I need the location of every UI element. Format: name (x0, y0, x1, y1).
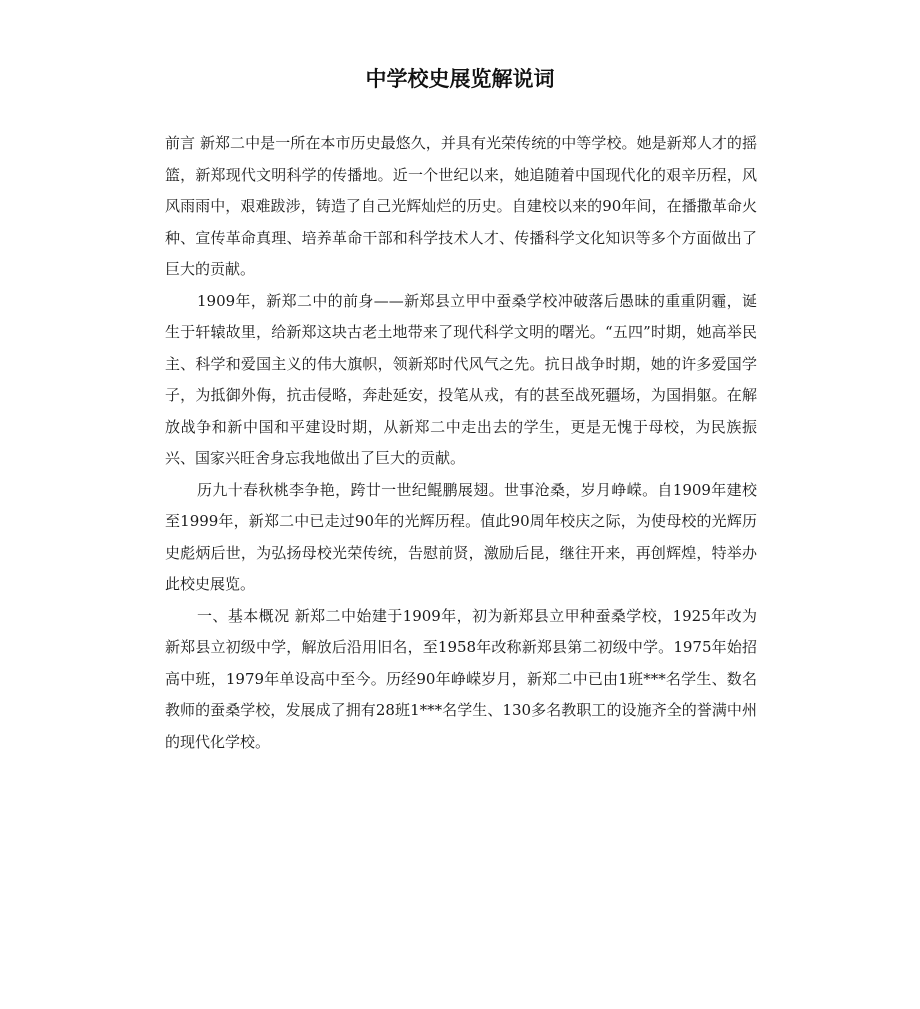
document-body (165, 128, 757, 758)
paragraph-anniversary: 历九十春秋桃李争艳，跨廿一世纪鲲鹏展翅。世事沧桑，岁月峥嵘。自1909年建校至1999年，新郑二中已走过90年的光辉历程。值此90周年校庆之际，为使母校的光辉历史彪炳后世，为弘扬母校光荣传统，告慰前贤，激励后昆，继往开来，再创辉煌，特举办此校史展览。 (165, 480, 757, 593)
paragraph-preface: 前言 新郑二中是一所在本市历史最悠久，并具有光荣传统的中等学校。她是新郑人才的摇篮，新郑现代文明科学的传播地。近一个世纪以来，她追随着中国现代化的艰辛历程，风风雨雨中，艰难跋涉，铸造了自己光辉灿烂的历史。自建校以来的90年间，在播撒革命火种、宣传革命真理、培养革命干部和科学技术人才、传播科学文化知识等多个方面做出了巨大的贡献。 (165, 134, 757, 278)
paragraph-overview: 一、基本概况 新郑二中始建于1909年，初为新郑县立甲种蚕桑学校，1925年改为新郑县立初级中学，解放后沿用旧名，至1958年改称新郑县第二初级中学。1975年始招高中班，1979年单设高中至今。历经90年峥嵘岁月，新郑二中已由1班***名学生、数名教师的蚕桑学校，发展成了拥有28班1***名学生、130多名教职工的设施齐全的誉满中州的现代化学校。 (165, 606, 757, 751)
paragraph-history-1909: 1909年，新郑二中的前身——新郑县立甲中蚕桑学校冲破落后愚昧的重重阴霾，诞生于轩辕故里，给新郑这块古老土地带来了现代科学文明的曙光。“五四”时期，她高举民主、科学和爱国主义的伟大旗帜，领新郑时代风气之先。抗日战争时期，她的许多爱国学子，为抵御外侮，抗击侵略，奔赴延安，投笔从戎，有的甚至战死疆场，为国捐躯。在解放战争和新中国和平建设时期，从新郑二中走出去的学生，更是无愧于母校，为民族振兴、国家兴旺舍身忘我地做出了巨大的贡献。 (165, 291, 757, 467)
document-title: 中学校史展览解说词 (365, 67, 555, 91)
